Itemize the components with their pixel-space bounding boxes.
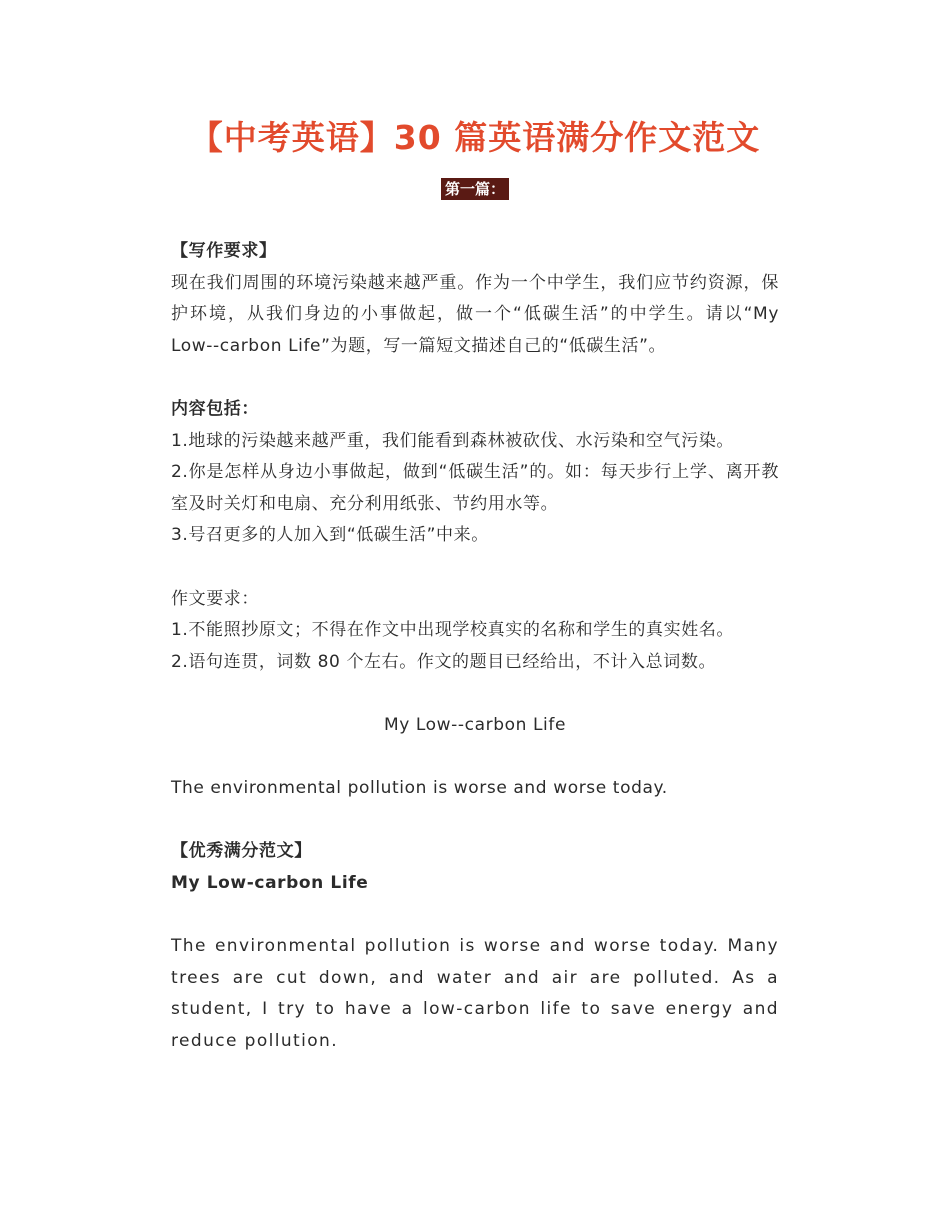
- content-heading: 内容包括：: [171, 398, 259, 419]
- spacer: [171, 805, 779, 837]
- page-title: 【中考英语】30 篇英语满分作文范文: [189, 118, 761, 157]
- sample-heading: 【优秀满分范文】: [171, 841, 312, 862]
- essay-requirement-heading: 作文要求：: [171, 588, 259, 609]
- content-item: 1.地球的污染越来越严重，我们能看到森林被砍伐、水污染和空气污染。: [171, 430, 735, 451]
- content-item: 3.号召更多的人加入到“低碳生活”中来。: [171, 525, 489, 546]
- spacer: [171, 678, 779, 710]
- given-essay-title: My Low--carbon Life: [383, 714, 567, 735]
- content-item: 2.你是怎样从身边小事做起，做到“低碳生活”的。如：每天步行上学、离开教室及时关灯和电扇、充分利用纸张、节约用水等。: [171, 462, 779, 514]
- spacer: [171, 742, 779, 774]
- subtitle-wrap: [0, 178, 950, 200]
- document-body: [171, 236, 779, 1057]
- sample-essay-title: My Low-carbon Life: [171, 872, 369, 893]
- spacer: [171, 899, 779, 931]
- section-label: 第一篇：: [441, 178, 509, 200]
- essay-requirement-item: 1.不能照抄原文；不得在作文中出现学校真实的名称和学生的真实姓名。: [171, 620, 735, 641]
- sample-paragraph: The environmental pollution is worse and worse today. Many trees are cut down, and water and air are polluted. As a student, I try to have a low-carbon life to save energy and reduce pollution.: [171, 936, 779, 1051]
- requirement-text: 现在我们周围的环境污染越来越严重。作为一个中学生，我们应节约资源，保护环境，从我们身边的小事做起，做一个“低碳生活”的中学生。请以“My Low--carbon Life”为题，写一篇短文描述自己的“低碳生活”。: [171, 272, 779, 356]
- spacer: [171, 552, 779, 584]
- given-opening-sentence: The environmental pollution is worse and worse today.: [171, 778, 668, 799]
- essay-requirement-item: 2.语句连贯，词数 80 个左右。作文的题目已经给出，不计入总词数。: [171, 651, 717, 672]
- requirement-heading: 【写作要求】: [171, 241, 277, 261]
- spacer: [171, 362, 779, 394]
